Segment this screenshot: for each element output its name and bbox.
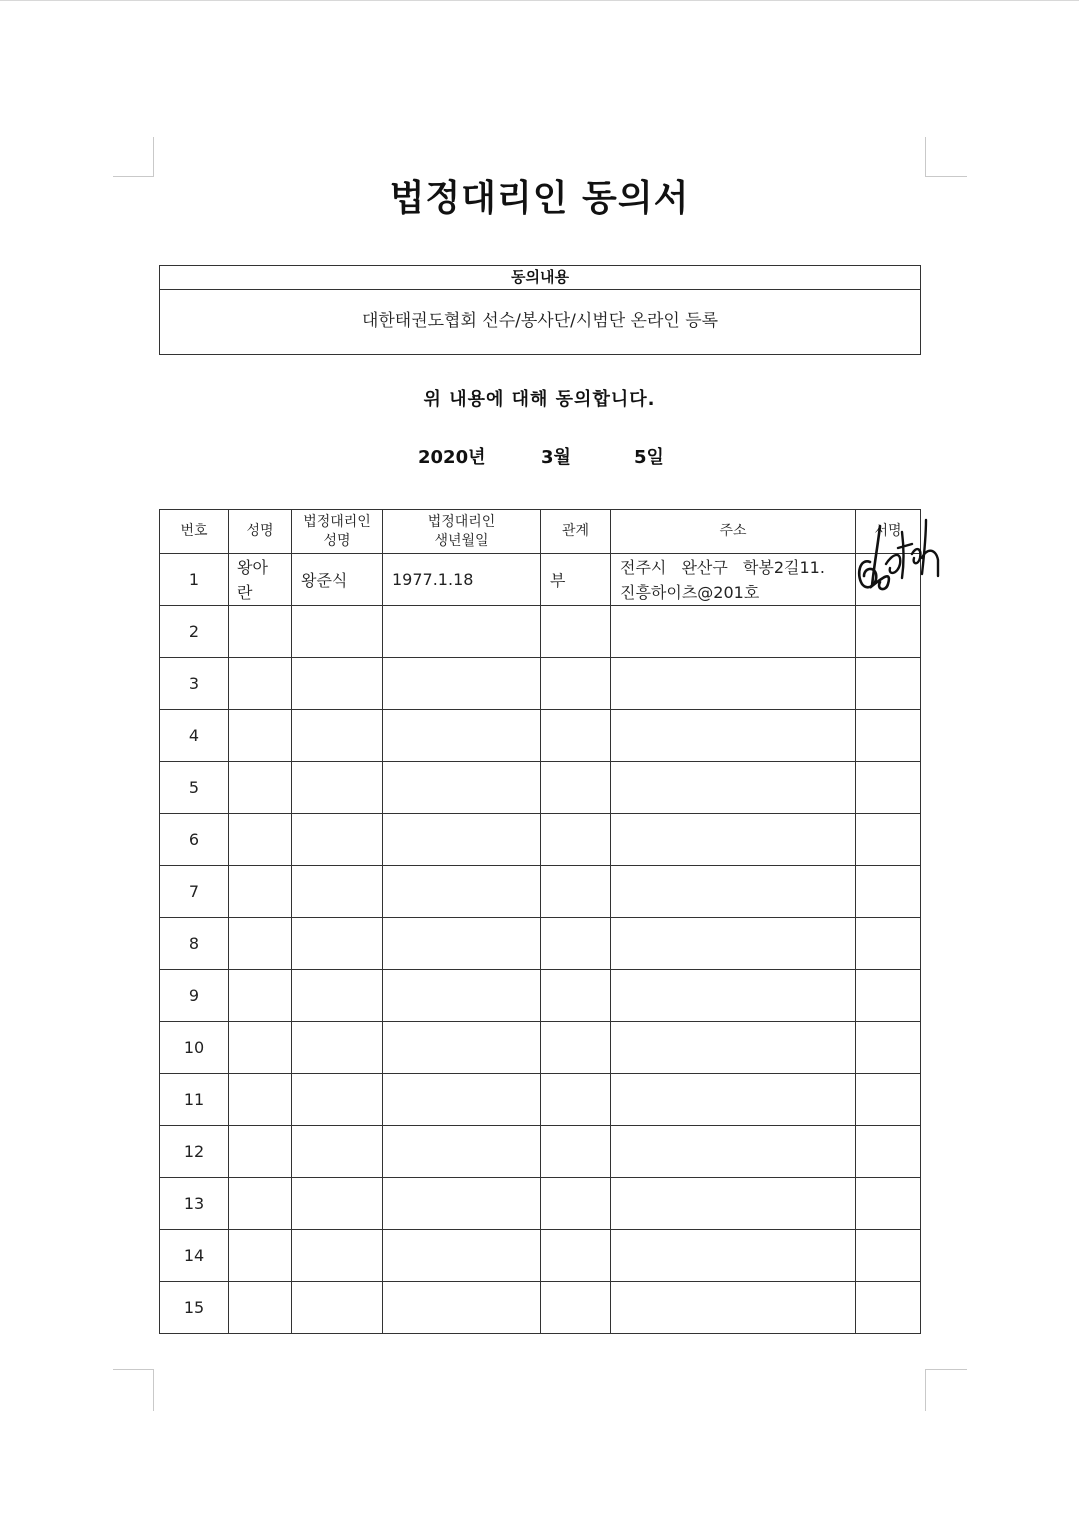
row-guardian-birth	[383, 814, 541, 866]
row-guardian-birth	[383, 1230, 541, 1282]
row-name	[229, 1126, 292, 1178]
header-relation: 관계	[541, 510, 611, 554]
table-row	[160, 970, 921, 1022]
row-address	[611, 1074, 856, 1126]
row-relation	[541, 814, 611, 866]
row-guardian-name	[292, 866, 383, 918]
row-number: 11	[160, 1074, 229, 1126]
row-guardian-name	[292, 606, 383, 658]
row-name	[229, 762, 292, 814]
crop-mark-bottom-right-v	[925, 1369, 926, 1411]
row-address	[611, 1178, 856, 1230]
row-signature-cell	[856, 918, 921, 970]
row-signature-cell	[856, 1230, 921, 1282]
row-guardian-birth	[383, 1074, 541, 1126]
row-signature-cell	[856, 1074, 921, 1126]
row-guardian-name	[292, 710, 383, 762]
table-row	[160, 866, 921, 918]
row-address-line1: 전주시 완산구 학봉2길11.	[620, 557, 825, 577]
document-title: 법정대리인 동의서	[389, 178, 690, 219]
row-guardian-name	[292, 1230, 383, 1282]
header-guardian-name-line2: 성명	[323, 532, 351, 549]
row-guardian-birth: 1977.1.18	[383, 554, 541, 606]
header-address: 주소	[611, 510, 856, 554]
row-number: 10	[160, 1022, 229, 1074]
header-guardian-birth	[383, 510, 541, 554]
row-signature-cell	[856, 554, 921, 606]
row-signature-cell	[856, 1282, 921, 1334]
row-address	[611, 762, 856, 814]
table-row	[160, 658, 921, 710]
row-relation	[541, 970, 611, 1022]
row-address-line2: 진흥하이츠@201호	[620, 582, 760, 602]
agreement-statement: 위 내용에 대해 동의합니다.	[423, 389, 656, 410]
row-number: 4	[160, 710, 229, 762]
row-relation	[541, 1074, 611, 1126]
row-signature-cell	[856, 1126, 921, 1178]
row-address	[611, 1282, 856, 1334]
header-number: 번호	[160, 510, 229, 554]
row-number: 7	[160, 866, 229, 918]
row-relation	[541, 1178, 611, 1230]
row-number: 6	[160, 814, 229, 866]
row-relation	[541, 606, 611, 658]
row-name	[229, 658, 292, 710]
row-guardian-name	[292, 1178, 383, 1230]
table-row	[160, 1282, 921, 1334]
row-address	[611, 710, 856, 762]
row-number: 5	[160, 762, 229, 814]
guardian-table	[159, 509, 921, 1334]
row-guardian-birth	[383, 918, 541, 970]
header-guardian-birth-line1: 법정대리인	[427, 513, 496, 530]
header-name: 성명	[229, 510, 292, 554]
row-address	[611, 918, 856, 970]
row-signature-cell	[856, 970, 921, 1022]
table-row	[160, 710, 921, 762]
row-name	[229, 606, 292, 658]
row-relation	[541, 1282, 611, 1334]
row-guardian-birth	[383, 1178, 541, 1230]
row-guardian-name	[292, 1126, 383, 1178]
row-name-line1: 왕아	[237, 557, 268, 577]
table-row	[160, 814, 921, 866]
row-guardian-birth	[383, 710, 541, 762]
row-number: 13	[160, 1178, 229, 1230]
row-name	[229, 1074, 292, 1126]
table-header-row	[160, 510, 921, 554]
row-address	[611, 814, 856, 866]
table-row	[160, 918, 921, 970]
header-signature: 서명	[856, 510, 921, 554]
row-guardian-name	[292, 814, 383, 866]
row-address	[611, 970, 856, 1022]
row-guardian-name	[292, 1022, 383, 1074]
row-relation	[541, 710, 611, 762]
consent-header: 동의내용	[160, 266, 920, 290]
row-signature-cell	[856, 710, 921, 762]
page-top-border	[0, 0, 1079, 1]
table-row	[160, 1126, 921, 1178]
row-name	[229, 554, 292, 606]
row-name	[229, 814, 292, 866]
row-address	[611, 866, 856, 918]
row-name	[229, 1022, 292, 1074]
row-relation	[541, 658, 611, 710]
row-guardian-name	[292, 918, 383, 970]
row-address	[611, 1126, 856, 1178]
row-relation	[541, 1230, 611, 1282]
table-row	[160, 606, 921, 658]
row-guardian-name	[292, 970, 383, 1022]
row-name	[229, 918, 292, 970]
row-address	[611, 606, 856, 658]
row-number: 12	[160, 1126, 229, 1178]
row-signature-cell	[856, 762, 921, 814]
row-relation	[541, 1022, 611, 1074]
header-guardian-birth-line2: 생년월일	[434, 532, 489, 549]
row-name	[229, 970, 292, 1022]
row-guardian-birth	[383, 866, 541, 918]
row-signature-cell	[856, 814, 921, 866]
row-address	[611, 1022, 856, 1074]
row-guardian-name	[292, 658, 383, 710]
row-guardian-name	[292, 762, 383, 814]
row-name	[229, 1230, 292, 1282]
crop-mark-bottom-left-v	[153, 1369, 154, 1411]
row-relation: 부	[541, 554, 611, 606]
row-address	[611, 554, 856, 606]
row-number: 15	[160, 1282, 229, 1334]
consent-content: 대한태권도협회 선수/봉사단/시범단 온라인 등록	[361, 311, 719, 331]
row-signature-cell	[856, 606, 921, 658]
row-signature-cell	[856, 866, 921, 918]
row-guardian-name	[292, 1282, 383, 1334]
row-name	[229, 1282, 292, 1334]
row-number: 1	[160, 554, 229, 606]
row-address	[611, 658, 856, 710]
row-guardian-birth	[383, 762, 541, 814]
date-month: 3월	[541, 447, 571, 468]
date-year: 2020년	[418, 447, 486, 468]
row-guardian-name: 왕준식	[292, 554, 383, 606]
row-address	[611, 1230, 856, 1282]
date-day: 5일	[634, 447, 664, 468]
row-number: 3	[160, 658, 229, 710]
table-row	[160, 1074, 921, 1126]
row-signature-cell	[856, 1022, 921, 1074]
row-guardian-birth	[383, 970, 541, 1022]
table-row	[160, 1022, 921, 1074]
row-guardian-birth	[383, 1126, 541, 1178]
crop-mark-bottom-left-h	[113, 1369, 154, 1370]
row-signature-cell	[856, 658, 921, 710]
row-number: 8	[160, 918, 229, 970]
consent-box	[159, 265, 921, 355]
crop-mark-bottom-right-h	[925, 1369, 967, 1370]
table-row	[160, 554, 921, 606]
row-name	[229, 866, 292, 918]
row-guardian-birth	[383, 606, 541, 658]
row-guardian-birth	[383, 658, 541, 710]
table-row	[160, 1230, 921, 1282]
row-name-line2: 란	[237, 582, 253, 602]
table-row	[160, 1178, 921, 1230]
row-number: 9	[160, 970, 229, 1022]
row-number: 2	[160, 606, 229, 658]
row-number: 14	[160, 1230, 229, 1282]
row-relation	[541, 1126, 611, 1178]
table-row	[160, 762, 921, 814]
row-name	[229, 1178, 292, 1230]
row-guardian-birth	[383, 1282, 541, 1334]
row-name	[229, 710, 292, 762]
row-signature-cell	[856, 1178, 921, 1230]
row-relation	[541, 918, 611, 970]
row-relation	[541, 762, 611, 814]
header-guardian-name	[292, 510, 383, 554]
row-guardian-birth	[383, 1022, 541, 1074]
header-guardian-name-line1: 법정대리인	[303, 513, 371, 530]
row-relation	[541, 866, 611, 918]
row-guardian-name	[292, 1074, 383, 1126]
